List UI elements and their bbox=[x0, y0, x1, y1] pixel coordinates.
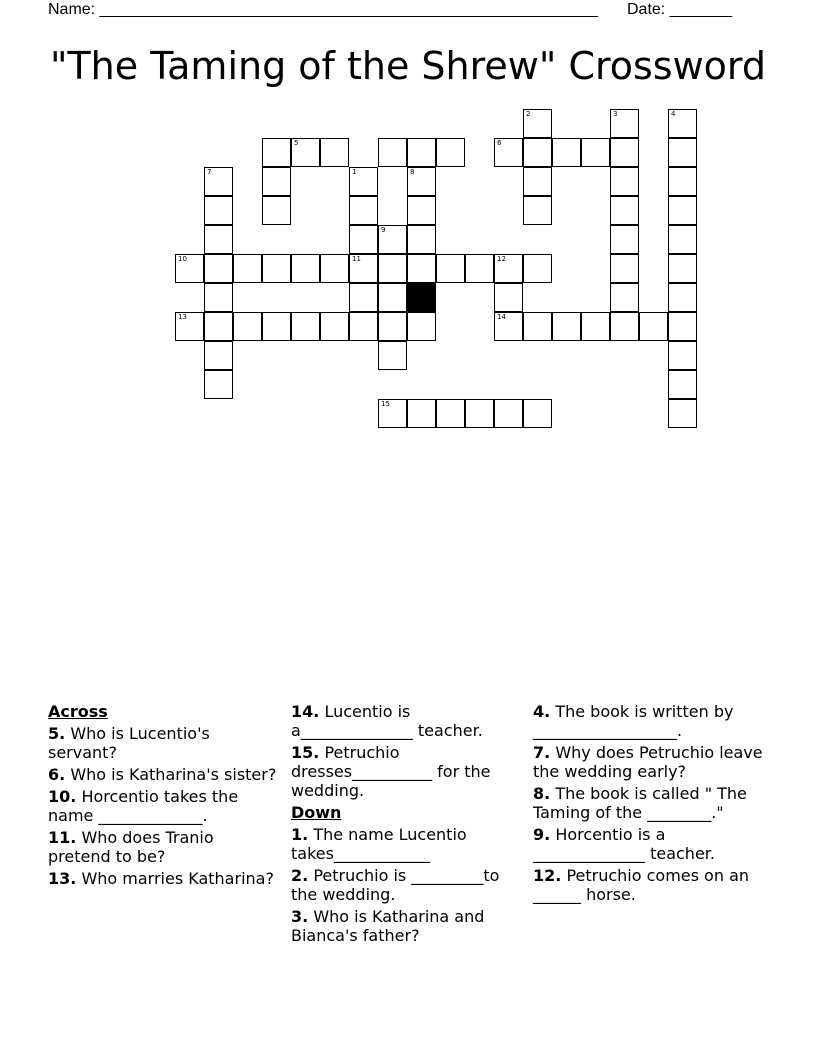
crossword-cell[interactable] bbox=[610, 283, 639, 312]
clue-text: Horcentio is a ______________ teacher. bbox=[533, 825, 715, 863]
crossword-cell[interactable] bbox=[233, 254, 262, 283]
cell-number: 1 bbox=[352, 168, 357, 176]
crossword-cell[interactable] bbox=[407, 399, 436, 428]
crossword-cell[interactable] bbox=[378, 399, 407, 428]
crossword-cell[interactable] bbox=[407, 138, 436, 167]
crossword-cell[interactable] bbox=[465, 254, 494, 283]
crossword-cell[interactable] bbox=[407, 254, 436, 283]
clue-item bbox=[291, 702, 526, 740]
clue-number: 3. bbox=[291, 907, 309, 926]
clue-item bbox=[533, 866, 763, 904]
crossword-cell[interactable] bbox=[523, 254, 552, 283]
clue-text: Petruchio comes on an ______ horse. bbox=[533, 866, 750, 904]
clue-item bbox=[48, 828, 278, 866]
crossword-cell[interactable] bbox=[262, 138, 291, 167]
crossword-cell[interactable] bbox=[581, 138, 610, 167]
name-field-label: Name: ________________________________________________________ bbox=[48, 1, 598, 18]
crossword-cell[interactable] bbox=[523, 138, 552, 167]
cell-number: 6 bbox=[497, 139, 502, 147]
clue-item bbox=[48, 869, 278, 888]
clue-text: Who is Katharina and Bianca's father? bbox=[291, 907, 485, 945]
crossword-cell[interactable] bbox=[349, 283, 378, 312]
clue-number: 9. bbox=[533, 825, 551, 844]
crossword-cell[interactable] bbox=[465, 399, 494, 428]
cell-number: 9 bbox=[381, 226, 386, 234]
crossword-cell[interactable] bbox=[407, 312, 436, 341]
crossword-cell[interactable] bbox=[175, 254, 204, 283]
clue-number: 10. bbox=[48, 787, 77, 806]
crossword-cell[interactable] bbox=[639, 312, 668, 341]
crossword-cell[interactable] bbox=[494, 399, 523, 428]
cell-number: 10 bbox=[178, 255, 187, 263]
crossword-cell[interactable] bbox=[378, 138, 407, 167]
crossword-cell[interactable] bbox=[494, 283, 523, 312]
crossword-cell[interactable] bbox=[523, 167, 552, 196]
date-field-label: Date: _______ bbox=[627, 1, 732, 18]
clue-number: 8. bbox=[533, 784, 551, 803]
crossword-cell[interactable] bbox=[204, 196, 233, 225]
page-title: "The Taming of the Shrew" Crossword bbox=[49, 44, 767, 88]
cell-number: 7 bbox=[207, 168, 212, 176]
crossword-cell[interactable] bbox=[610, 196, 639, 225]
crossword-cell[interactable] bbox=[668, 254, 697, 283]
clue-number: 7. bbox=[533, 743, 551, 762]
crossword-cell[interactable] bbox=[523, 196, 552, 225]
crossword-cell[interactable] bbox=[291, 312, 320, 341]
crossword-cell[interactable] bbox=[204, 254, 233, 283]
crossword-cell[interactable] bbox=[436, 399, 465, 428]
crossword-cell[interactable] bbox=[610, 138, 639, 167]
crossword-cell[interactable] bbox=[262, 196, 291, 225]
crossword-cell[interactable] bbox=[668, 167, 697, 196]
crossword-cell[interactable] bbox=[204, 370, 233, 399]
cell-number: 8 bbox=[410, 168, 415, 176]
crossword-grid bbox=[0, 0, 816, 460]
crossword-cell[interactable] bbox=[378, 341, 407, 370]
crossword-cell[interactable] bbox=[204, 225, 233, 254]
crossword-cell[interactable] bbox=[291, 254, 320, 283]
crossword-cell[interactable] bbox=[494, 138, 523, 167]
down-heading: Down bbox=[291, 803, 342, 822]
clue-text: Who marries Katharina? bbox=[81, 869, 274, 888]
clue-item bbox=[533, 743, 763, 781]
crossword-cell[interactable] bbox=[523, 109, 552, 138]
crossword-cell[interactable] bbox=[320, 254, 349, 283]
clue-item bbox=[291, 743, 526, 800]
clue-text: Why does Petruchio leave the wedding early? bbox=[533, 743, 763, 781]
crossword-cell[interactable] bbox=[668, 312, 697, 341]
clue-text: Lucentio is a______________ teacher. bbox=[291, 702, 483, 740]
crossword-cell[interactable] bbox=[262, 167, 291, 196]
crossword-cell[interactable] bbox=[378, 225, 407, 254]
clue-text: The book is called " The Taming of the ________." bbox=[533, 784, 747, 822]
clue-text: Who does Tranio pretend to be? bbox=[48, 828, 214, 866]
cell-number: 5 bbox=[294, 139, 299, 147]
clue-item bbox=[48, 765, 278, 784]
crossword-cell[interactable] bbox=[407, 225, 436, 254]
cell-number: 15 bbox=[381, 400, 390, 408]
clues-column-1 bbox=[48, 702, 278, 891]
clue-item bbox=[533, 702, 763, 740]
clues-column-3 bbox=[533, 702, 763, 907]
clue-number: 2. bbox=[291, 866, 309, 885]
clue-text: Petruchio is _________to the wedding. bbox=[291, 866, 500, 904]
crossword-cell[interactable] bbox=[349, 254, 378, 283]
crossword-cell[interactable] bbox=[378, 312, 407, 341]
crossword-cell[interactable] bbox=[349, 167, 378, 196]
crossword-cell[interactable] bbox=[494, 254, 523, 283]
clue-item bbox=[48, 787, 278, 825]
crossword-cell[interactable] bbox=[349, 225, 378, 254]
cell-number: 11 bbox=[352, 255, 361, 263]
clue-item bbox=[533, 784, 763, 822]
clue-text: Horcentio takes the name _____________. bbox=[48, 787, 239, 825]
crossword-cell[interactable] bbox=[668, 196, 697, 225]
crossword-cell[interactable] bbox=[349, 196, 378, 225]
crossword-cell[interactable] bbox=[668, 109, 697, 138]
clue-number: 5. bbox=[48, 724, 66, 743]
crossword-cell[interactable] bbox=[494, 312, 523, 341]
clue-number: 6. bbox=[48, 765, 66, 784]
crossword-cell[interactable] bbox=[320, 138, 349, 167]
crossword-cell[interactable] bbox=[204, 341, 233, 370]
crossword-cell[interactable] bbox=[320, 312, 349, 341]
clue-text: The name Lucentio takes____________ bbox=[291, 825, 467, 863]
crossword-cell[interactable] bbox=[610, 225, 639, 254]
crossword-cell[interactable] bbox=[581, 312, 610, 341]
clue-number: 11. bbox=[48, 828, 77, 847]
clue-number: 13. bbox=[48, 869, 77, 888]
crossword-cell[interactable] bbox=[204, 283, 233, 312]
cell-number: 2 bbox=[526, 110, 531, 118]
crossword-cell[interactable] bbox=[668, 283, 697, 312]
crossword-cell[interactable] bbox=[407, 167, 436, 196]
crossword-cell[interactable] bbox=[349, 312, 378, 341]
crossword-cell[interactable] bbox=[610, 167, 639, 196]
clue-item bbox=[291, 866, 526, 904]
crossword-cell[interactable] bbox=[262, 312, 291, 341]
crossword-cell[interactable] bbox=[378, 254, 407, 283]
crossword-cell[interactable] bbox=[175, 312, 204, 341]
cell-number: 13 bbox=[178, 313, 187, 321]
cell-number: 4 bbox=[671, 110, 676, 118]
crossword-cell[interactable] bbox=[291, 138, 320, 167]
clue-number: 15. bbox=[291, 743, 320, 762]
clue-item bbox=[533, 825, 763, 863]
crossword-cell[interactable] bbox=[407, 196, 436, 225]
crossword-cell[interactable] bbox=[668, 370, 697, 399]
crossword-cell[interactable] bbox=[204, 167, 233, 196]
clues-column-2 bbox=[291, 702, 526, 948]
clue-number: 14. bbox=[291, 702, 320, 721]
crossword-cell[interactable] bbox=[523, 399, 552, 428]
crossword-cell[interactable] bbox=[552, 138, 581, 167]
cell-number: 14 bbox=[497, 313, 506, 321]
clue-number: 4. bbox=[533, 702, 551, 721]
crossword-cell[interactable] bbox=[668, 341, 697, 370]
clue-text: Petruchio dresses__________ for the wedding. bbox=[291, 743, 491, 800]
crossword-cell[interactable] bbox=[610, 254, 639, 283]
clue-item bbox=[291, 907, 526, 945]
crossword-cell[interactable] bbox=[552, 312, 581, 341]
crossword-cell[interactable] bbox=[262, 254, 291, 283]
clue-text: The book is written by __________________. bbox=[533, 702, 734, 740]
crossword-cell[interactable] bbox=[610, 312, 639, 341]
crossword-black-cell bbox=[407, 283, 436, 312]
crossword-cell[interactable] bbox=[436, 254, 465, 283]
across-heading: Across bbox=[48, 702, 108, 721]
clue-item bbox=[48, 724, 278, 762]
crossword-cell[interactable] bbox=[204, 312, 233, 341]
clue-item bbox=[291, 825, 526, 863]
clue-text: Who is Katharina's sister? bbox=[70, 765, 277, 784]
clue-number: 12. bbox=[533, 866, 562, 885]
crossword-cell[interactable] bbox=[668, 225, 697, 254]
crossword-cell[interactable] bbox=[523, 312, 552, 341]
crossword-cell[interactable] bbox=[668, 138, 697, 167]
crossword-cell[interactable] bbox=[233, 312, 262, 341]
cell-number: 12 bbox=[497, 255, 506, 263]
crossword-cell[interactable] bbox=[378, 283, 407, 312]
clue-text: Who is Lucentio's servant? bbox=[48, 724, 210, 762]
clue-number: 1. bbox=[291, 825, 309, 844]
cell-number: 3 bbox=[613, 110, 618, 118]
crossword-cell[interactable] bbox=[610, 109, 639, 138]
crossword-cell[interactable] bbox=[436, 138, 465, 167]
crossword-cell[interactable] bbox=[668, 399, 697, 428]
